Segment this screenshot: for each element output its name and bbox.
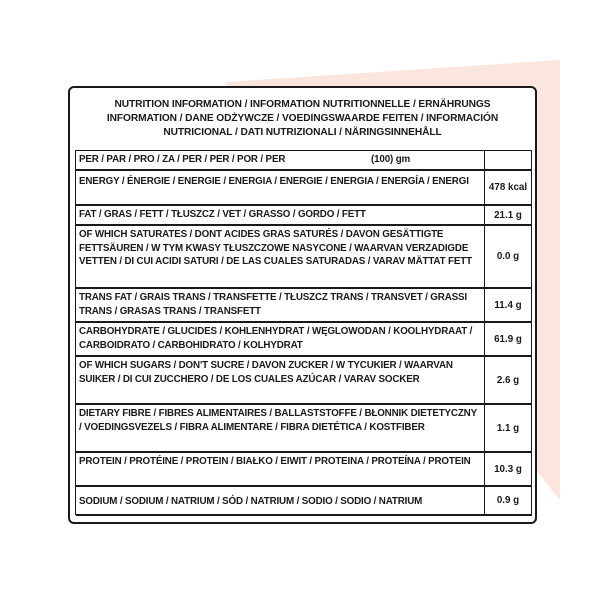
nutrient-value: 478 kcal [485, 171, 532, 204]
table-row [76, 487, 532, 516]
nutrient-name: SODIUM / SODIUM / NATRIUM / SÓD / NATRIUM / SODIO / SODIO / NATRIUM [76, 487, 485, 514]
nutrient-value: 61.9 g [485, 323, 532, 355]
title-line: INFORMATION / DANE ODŻYWCZE / VOEDINGSWAARDE FEITEN / INFORMACIÓN [106, 113, 499, 124]
table-row [76, 206, 532, 226]
per-row [76, 151, 532, 171]
per-amount: (100) gm [371, 154, 411, 165]
nutrient-name: DIETARY FIBRE / FIBRES ALIMENTAIRES / BALLASTSTOFFE / BŁONNIK DIETETYCZNY / VOEDINGSVEZELS / FIBRA ALIMENTARE / FIBRA DIETÉTICA / KOSTFIBER [76, 405, 485, 451]
nutrient-name: CARBOHYDRATE / GLUCIDES / KOHLENHYDRAT / WĘGLOWODAN / KOOLHYDRAAT / CARBOIDRATO / CARBOHIDRATO / KOLHYDRAT [76, 323, 485, 355]
per-value [485, 151, 532, 169]
nutrient-value: 1.1 g [485, 405, 532, 451]
nutrient-name: ENERGY / ÉNERGIE / ENERGIE / ENERGIA / ENERGIE / ENERGIA / ENERGÍA / ENERGI [76, 171, 485, 204]
table-row [76, 357, 532, 405]
table-row [76, 323, 532, 357]
table-row [76, 405, 532, 453]
nutrient-name: FAT / GRAS / FETT / TŁUSZCZ / VET / GRASSO / GORDO / FETT [76, 206, 485, 224]
nutrient-value: 10.3 g [485, 453, 532, 485]
title-line: NUTRICIONAL / DATI NUTRIZIONALI / NÄRINGSINNEHÅLL [163, 127, 442, 138]
nutrient-name: OF WHICH SATURATES / DONT ACIDES GRAS SATURÉS / DAVON GESÄTTIGTE FETTSÄUREN / W TYM KWASY TŁUSZCZOWE NASYCONE / WAARVAN VERZADIGDE VETTEN / DI CUI ACIDI SATURI / DE LAS CUALES SATURADAS / VARAV MÄTTAT FETT [76, 226, 485, 287]
table-row [76, 453, 532, 487]
nutrient-value: 0.0 g [485, 226, 532, 287]
nutrition-title [80, 98, 525, 140]
nutrient-name: PROTEIN / PROTÉINE / PROTEIN / BIAŁKO / EIWIT / PROTEINA / PROTEÍNA / PROTEIN [76, 453, 485, 485]
nutrient-value: 2.6 g [485, 357, 532, 403]
table-row [76, 171, 532, 206]
per-label: PER / PAR / PRO / ZA / PER / PER / POR / PER [79, 154, 286, 165]
nutrient-name: TRANS FAT / GRAIS TRANS / TRANSFETTE / TŁUSZCZ TRANS / TRANSVET / GRASSI TRANS / GRASAS TRANS / TRANSFETT [76, 289, 485, 321]
nutrient-value: 11.4 g [485, 289, 532, 321]
nutrient-value: 21.1 g [485, 206, 532, 224]
nutrient-name: OF WHICH SUGARS / DON'T SUCRE / DAVON ZUCKER / W TYCUKIER / WAARVAN SUIKER / DI CUI ZUCCHERO / DE LOS CUALES AZÚCAR / VARAV SOCKER [76, 357, 485, 403]
nutrient-value: 0.9 g [485, 487, 532, 514]
table-row [76, 226, 532, 289]
nutrition-label [68, 86, 537, 524]
table-row [76, 289, 532, 323]
nutrition-table [75, 150, 532, 515]
title-line: NUTRITION INFORMATION / INFORMATION NUTRITIONNELLE / ERNÄHRUNGS [114, 99, 491, 110]
